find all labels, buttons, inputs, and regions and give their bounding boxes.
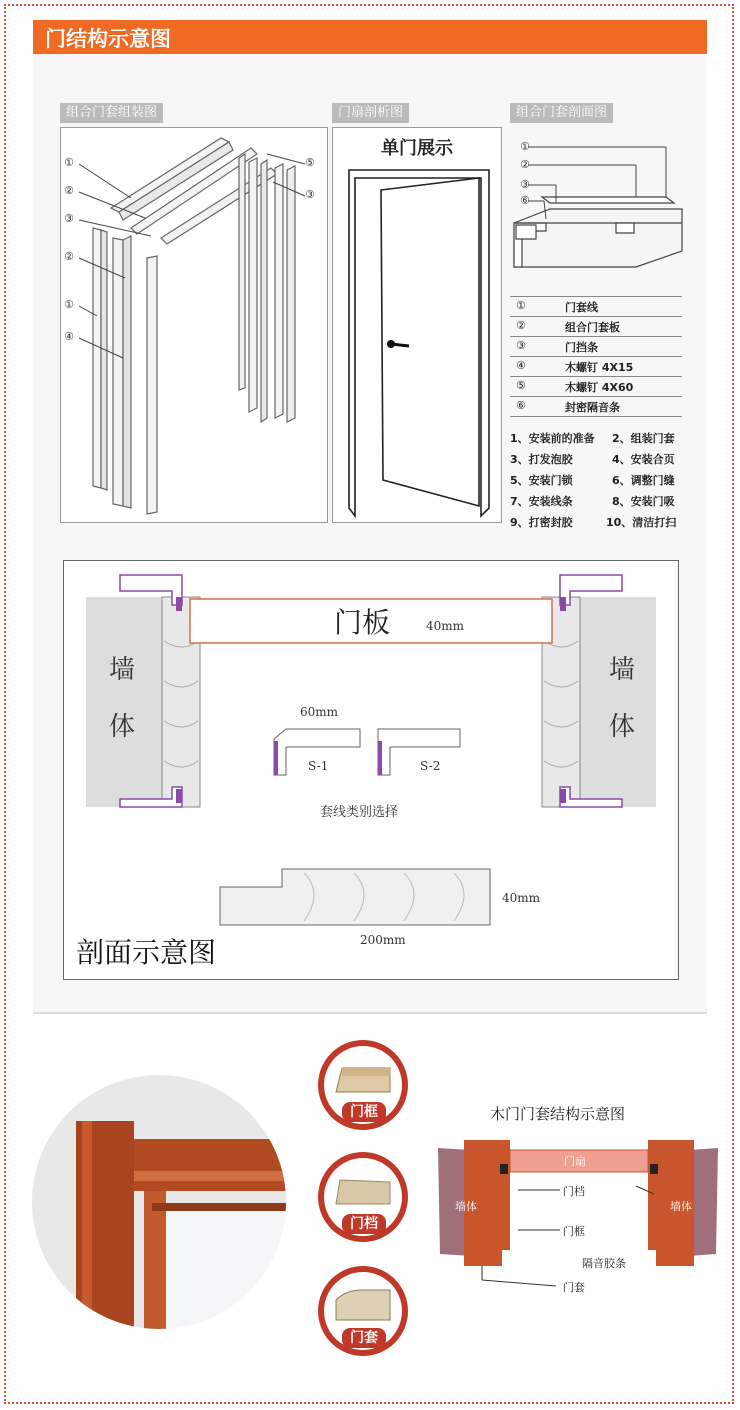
profile-panel <box>506 127 688 281</box>
wall-left-char-1: 墙 <box>109 655 136 685</box>
step-item: 7、安装线条 <box>510 495 573 508</box>
badge-stop-label: 门档 <box>342 1214 386 1234</box>
callout-1: ① <box>64 156 74 169</box>
assembly-label: 组合门套组装图 <box>60 103 163 123</box>
casing-width-label: 60mm <box>300 705 339 719</box>
callout-3: ③ <box>64 212 74 225</box>
structure-title: 木门门套结构示意图 <box>490 1105 626 1123</box>
wall-right-char-2: 体 <box>609 712 636 742</box>
leaf-label: 门扇剖析图 <box>332 103 409 123</box>
legend-row: ⑤ 木螺钉 4X60 <box>510 377 682 397</box>
casing-profile-icon <box>332 1286 394 1324</box>
legend-row: ④ 木螺钉 4X15 <box>510 357 682 377</box>
callout-6: ④ <box>64 330 74 343</box>
badge-stop <box>318 1152 408 1242</box>
legend-row: ② 组合门套板 <box>510 317 682 337</box>
structure-seal: 隔音胶条 <box>582 1257 626 1270</box>
badge-frame-label: 门框 <box>342 1102 386 1122</box>
door-corner-photo <box>32 1075 286 1329</box>
badge-casing-label: 门套 <box>342 1328 386 1348</box>
s1-label: S-1 <box>308 759 329 773</box>
step-item: 3、打发泡胶 <box>510 453 573 466</box>
structure-door-leaf: 门扇 <box>564 1155 586 1168</box>
wall-right-char-1: 墙 <box>609 655 636 685</box>
structure-frame: 门框 <box>563 1225 585 1238</box>
step-item: 1、安装前的准备 <box>510 432 595 445</box>
assembly-drawing <box>61 128 327 522</box>
legend-row: ③ 门挡条 <box>510 337 682 357</box>
step-item: 9、打密封胶 <box>510 516 573 529</box>
callout-5: ① <box>64 298 74 311</box>
stop-profile-icon <box>332 1174 394 1210</box>
cross-section-box <box>63 560 679 980</box>
profile-callout-1: ① <box>520 140 530 153</box>
legend-row: ⑥ 封密隔音条 <box>510 397 682 417</box>
step-item: 8、安装门吸 <box>612 495 675 508</box>
profile-callout-6: ⑥ <box>520 194 530 207</box>
casing-caption: 套线类别选择 <box>320 805 399 820</box>
callout-8: ③ <box>305 188 315 201</box>
s2-label: S-2 <box>420 759 441 773</box>
step-item: 2、组装门套 <box>612 432 675 445</box>
structure-wall-right: 墙体 <box>670 1200 692 1213</box>
badge-frame <box>318 1040 408 1130</box>
callout-7: ⑤ <box>305 156 315 169</box>
frame-profile-icon <box>332 1062 394 1098</box>
callout-2: ② <box>64 184 74 197</box>
step-item: 5、安装门锁 <box>510 474 573 487</box>
door-corner-drawing <box>32 1075 286 1329</box>
callout-4: ② <box>64 250 74 263</box>
structure-wall-left: 墙体 <box>455 1200 477 1213</box>
step-item: 6、调整门缝 <box>612 474 675 487</box>
profile-drawing <box>506 127 688 281</box>
profile-callout-2: ② <box>520 158 530 171</box>
door-thickness-label: 40mm <box>426 619 465 633</box>
assembly-panel <box>60 127 328 523</box>
page-title: 门结构示意图 <box>45 27 171 51</box>
leaf-panel <box>332 127 502 523</box>
profile-callout-3: ③ <box>520 178 530 191</box>
cross-section-title: 剖面示意图 <box>76 936 217 969</box>
board-thickness-label: 40mm <box>502 891 541 905</box>
header-bar <box>33 20 707 54</box>
board-width-label: 200mm <box>360 933 406 947</box>
door-drawing <box>333 128 501 522</box>
door-panel-label: 门板 <box>334 606 391 639</box>
legend-row: ① 门套线 <box>510 297 682 317</box>
badge-casing <box>318 1266 408 1356</box>
structure-casing: 门套 <box>563 1281 585 1294</box>
leaf-title: 单门展示 <box>381 138 453 159</box>
step-item: 10、清洁打扫 <box>606 516 677 529</box>
step-item: 4、安装合页 <box>612 453 675 466</box>
structure-stop: 门档 <box>563 1185 585 1198</box>
section-label: 组合门套剖面图 <box>510 103 613 123</box>
wall-left-char-2: 体 <box>109 712 136 742</box>
